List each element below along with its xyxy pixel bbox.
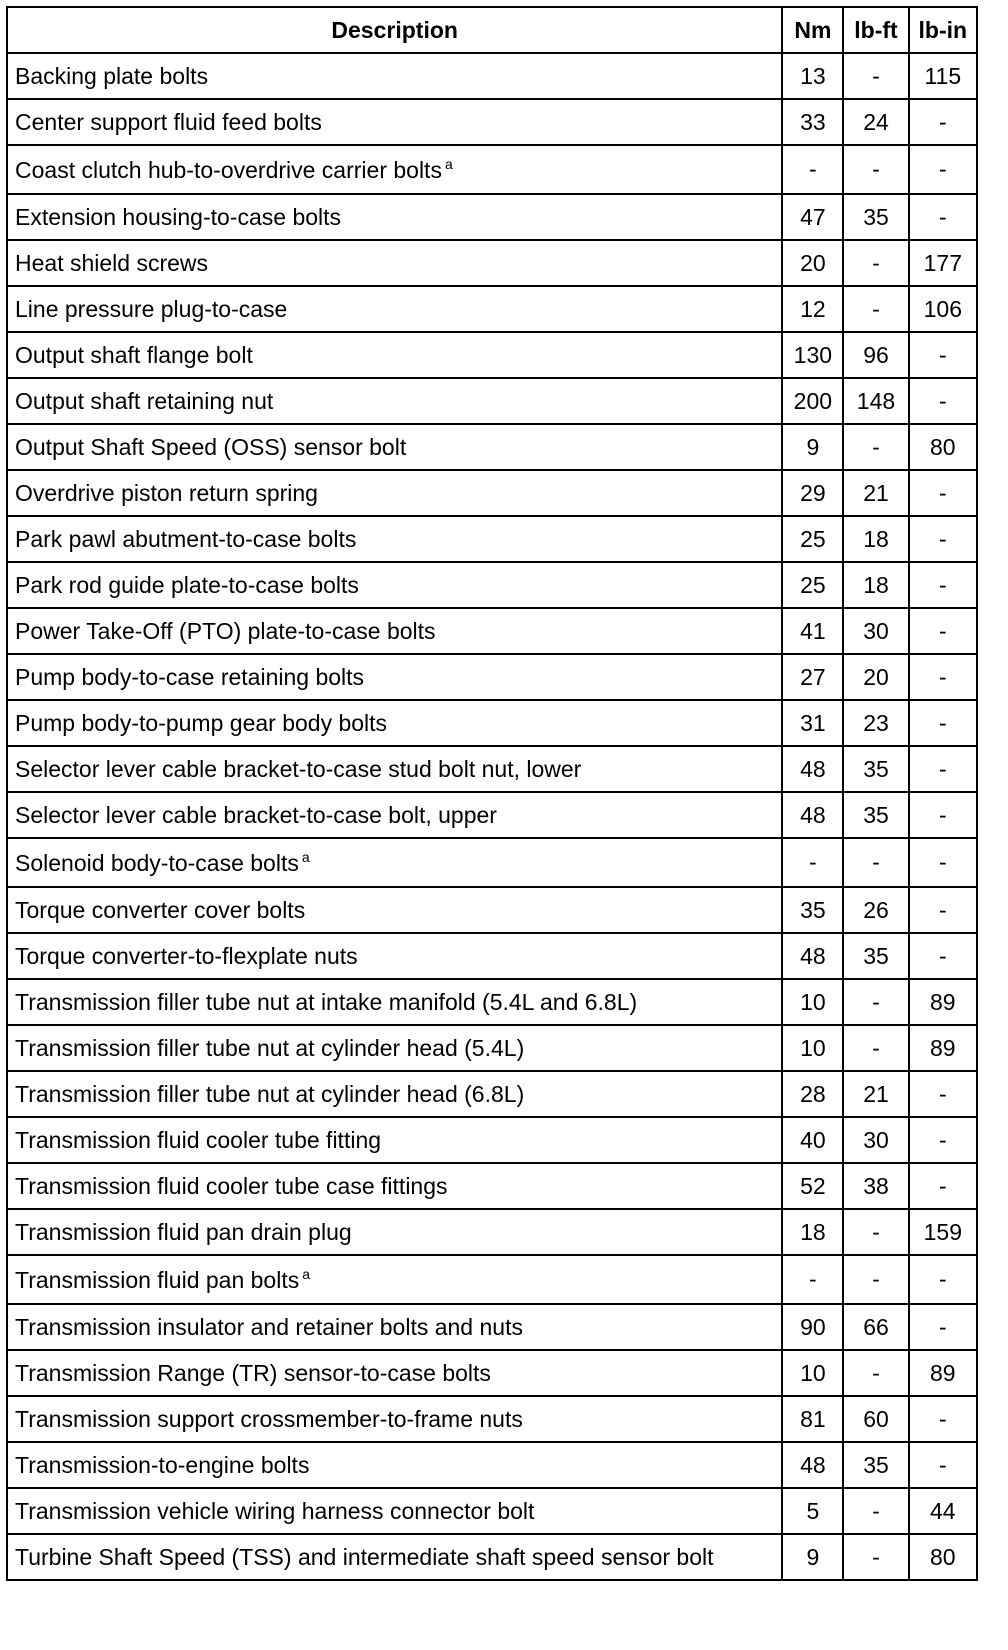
lbin-cell: - bbox=[909, 1117, 977, 1163]
description-cell bbox=[7, 1025, 782, 1071]
nm-cell: 25 bbox=[782, 562, 843, 608]
lbft-cell: 30 bbox=[843, 608, 908, 654]
table-row bbox=[7, 1025, 977, 1071]
description-cell bbox=[7, 1350, 782, 1396]
lbft-cell: - bbox=[843, 838, 908, 887]
description-cell bbox=[7, 424, 782, 470]
nm-cell: 31 bbox=[782, 700, 843, 746]
description-cell bbox=[7, 1163, 782, 1209]
description-cell bbox=[7, 887, 782, 933]
lbin-cell: - bbox=[909, 1071, 977, 1117]
lbin-cell: 159 bbox=[909, 1209, 977, 1255]
table-row bbox=[7, 53, 977, 99]
description-text: Torque converter-to-flexplate nuts bbox=[15, 942, 358, 969]
header-row bbox=[7, 7, 977, 53]
description-cell bbox=[7, 1209, 782, 1255]
table-row bbox=[7, 286, 977, 332]
description-text: Transmission-to-engine bolts bbox=[15, 1451, 310, 1478]
description-text: Heat shield screws bbox=[15, 249, 209, 276]
nm-cell: 90 bbox=[782, 1304, 843, 1350]
lbin-cell: - bbox=[909, 1442, 977, 1488]
nm-cell: 9 bbox=[782, 424, 843, 470]
description-cell bbox=[7, 1488, 782, 1534]
description-cell bbox=[7, 746, 782, 792]
description-cell bbox=[7, 194, 782, 240]
nm-cell: 18 bbox=[782, 1209, 843, 1255]
lbin-cell: - bbox=[909, 1304, 977, 1350]
lbft-cell: 20 bbox=[843, 654, 908, 700]
table-row bbox=[7, 1534, 977, 1580]
table-row bbox=[7, 562, 977, 608]
lbft-cell: 35 bbox=[843, 1442, 908, 1488]
lbft-cell: 35 bbox=[843, 792, 908, 838]
description-text: Output shaft retaining nut bbox=[15, 387, 274, 414]
description-cell bbox=[7, 1071, 782, 1117]
nm-cell: 25 bbox=[782, 516, 843, 562]
lbft-cell: 96 bbox=[843, 332, 908, 378]
lbft-cell: 18 bbox=[843, 516, 908, 562]
lbft-cell: 24 bbox=[843, 99, 908, 145]
description-cell bbox=[7, 99, 782, 145]
description-text: Selector lever cable bracket-to-case bolt, upper bbox=[15, 801, 497, 828]
description-text: Transmission fluid pan drain plug bbox=[15, 1218, 352, 1245]
lbin-cell: - bbox=[909, 1396, 977, 1442]
lbft-cell: 18 bbox=[843, 562, 908, 608]
description-text: Transmission support crossmember-to-frame nuts bbox=[15, 1405, 523, 1432]
lbft-cell: 148 bbox=[843, 378, 908, 424]
lbft-cell: - bbox=[843, 1255, 908, 1304]
lbft-cell: 30 bbox=[843, 1117, 908, 1163]
description-text: Turbine Shaft Speed (TSS) and intermediate shaft speed sensor bolt bbox=[15, 1543, 714, 1570]
nm-cell: - bbox=[782, 145, 843, 194]
nm-cell: 28 bbox=[782, 1071, 843, 1117]
lbft-cell: - bbox=[843, 1350, 908, 1396]
nm-cell: 48 bbox=[782, 1442, 843, 1488]
table-row bbox=[7, 792, 977, 838]
description-text: Center support fluid feed bolts bbox=[15, 108, 322, 135]
table-row bbox=[7, 979, 977, 1025]
lbin-cell: 80 bbox=[909, 424, 977, 470]
description-text: Transmission fluid pan bolts bbox=[15, 1266, 300, 1293]
description-cell bbox=[7, 1304, 782, 1350]
description-cell bbox=[7, 1117, 782, 1163]
lbft-cell: 35 bbox=[843, 746, 908, 792]
lbft-cell: - bbox=[843, 1025, 908, 1071]
description-cell bbox=[7, 562, 782, 608]
lbft-cell: 21 bbox=[843, 470, 908, 516]
description-text: Park pawl abutment-to-case bolts bbox=[15, 525, 357, 552]
description-text: Output shaft flange bolt bbox=[15, 341, 253, 368]
nm-cell: 12 bbox=[782, 286, 843, 332]
lbft-cell: - bbox=[843, 1209, 908, 1255]
table-row bbox=[7, 887, 977, 933]
table-row bbox=[7, 1488, 977, 1534]
lbin-cell: 89 bbox=[909, 979, 977, 1025]
table-row bbox=[7, 516, 977, 562]
lbft-cell: - bbox=[843, 979, 908, 1025]
description-cell bbox=[7, 286, 782, 332]
description-cell bbox=[7, 516, 782, 562]
table-row bbox=[7, 424, 977, 470]
nm-cell: 27 bbox=[782, 654, 843, 700]
description-text: Selector lever cable bracket-to-case stud bolt nut, lower bbox=[15, 755, 582, 782]
table-row bbox=[7, 332, 977, 378]
nm-cell: 9 bbox=[782, 1534, 843, 1580]
table-row bbox=[7, 1163, 977, 1209]
description-cell bbox=[7, 933, 782, 979]
lbin-cell: 80 bbox=[909, 1534, 977, 1580]
nm-cell: - bbox=[782, 838, 843, 887]
table-row bbox=[7, 1071, 977, 1117]
table-row bbox=[7, 470, 977, 516]
lbin-cell: - bbox=[909, 746, 977, 792]
description-cell bbox=[7, 332, 782, 378]
description-text: Output Shaft Speed (OSS) sensor bolt bbox=[15, 433, 407, 460]
description-text: Transmission insulator and retainer bolts and nuts bbox=[15, 1313, 523, 1340]
nm-cell: 47 bbox=[782, 194, 843, 240]
description-text: Torque converter cover bolts bbox=[15, 896, 306, 923]
lbft-cell: 35 bbox=[843, 194, 908, 240]
lbin-cell: - bbox=[909, 99, 977, 145]
lbin-cell: - bbox=[909, 933, 977, 979]
description-text: Power Take-Off (PTO) plate-to-case bolts bbox=[15, 617, 436, 644]
lbin-cell: 44 bbox=[909, 1488, 977, 1534]
nm-cell: 10 bbox=[782, 1350, 843, 1396]
table-body bbox=[7, 53, 977, 1580]
lbin-cell: - bbox=[909, 887, 977, 933]
lbin-cell: - bbox=[909, 700, 977, 746]
description-text: Overdrive piston return spring bbox=[15, 479, 318, 506]
nm-cell: 48 bbox=[782, 792, 843, 838]
nm-cell: - bbox=[782, 1255, 843, 1304]
lbft-cell: - bbox=[843, 424, 908, 470]
table-row bbox=[7, 1117, 977, 1163]
table-row bbox=[7, 654, 977, 700]
table-row bbox=[7, 1304, 977, 1350]
lbin-cell: 106 bbox=[909, 286, 977, 332]
lbft-cell: - bbox=[843, 1488, 908, 1534]
description-cell bbox=[7, 700, 782, 746]
nm-cell: 20 bbox=[782, 240, 843, 286]
nm-cell: 41 bbox=[782, 608, 843, 654]
nm-cell: 200 bbox=[782, 378, 843, 424]
nm-cell: 29 bbox=[782, 470, 843, 516]
table-row bbox=[7, 1396, 977, 1442]
lbin-cell: - bbox=[909, 378, 977, 424]
lbft-cell: 60 bbox=[843, 1396, 908, 1442]
lbin-cell: - bbox=[909, 792, 977, 838]
description-cell bbox=[7, 1442, 782, 1488]
header-lbin: lb-in bbox=[909, 7, 977, 53]
lbin-cell: - bbox=[909, 654, 977, 700]
description-text: Transmission fluid cooler tube fitting bbox=[15, 1126, 382, 1153]
table-row bbox=[7, 746, 977, 792]
table-row bbox=[7, 240, 977, 286]
description-cell bbox=[7, 378, 782, 424]
lbin-cell: 177 bbox=[909, 240, 977, 286]
description-text: Transmission Range (TR) sensor-to-case bolts bbox=[15, 1359, 491, 1386]
description-text: Transmission filler tube nut at cylinder head (6.8L) bbox=[15, 1080, 525, 1107]
description-cell bbox=[7, 792, 782, 838]
description-cell bbox=[7, 654, 782, 700]
lbin-cell: - bbox=[909, 838, 977, 887]
description-text: Solenoid body-to-case bolts bbox=[15, 849, 299, 876]
nm-cell: 5 bbox=[782, 1488, 843, 1534]
torque-spec-table bbox=[6, 6, 978, 1581]
table-row bbox=[7, 194, 977, 240]
nm-cell: 13 bbox=[782, 53, 843, 99]
nm-cell: 35 bbox=[782, 887, 843, 933]
description-text: Transmission filler tube nut at cylinder head (5.4L) bbox=[15, 1034, 525, 1061]
nm-cell: 40 bbox=[782, 1117, 843, 1163]
table-row bbox=[7, 838, 977, 887]
description-text: Pump body-to-pump gear body bolts bbox=[15, 709, 388, 736]
footnote-marker: a bbox=[444, 155, 453, 172]
lbin-cell: - bbox=[909, 516, 977, 562]
description-cell bbox=[7, 53, 782, 99]
lbin-cell: - bbox=[909, 470, 977, 516]
lbin-cell: - bbox=[909, 1255, 977, 1304]
description-text: Extension housing-to-case bolts bbox=[15, 203, 342, 230]
nm-cell: 10 bbox=[782, 979, 843, 1025]
lbft-cell: 26 bbox=[843, 887, 908, 933]
lbft-cell: - bbox=[843, 286, 908, 332]
description-cell bbox=[7, 838, 782, 887]
description-text: Transmission filler tube nut at intake manifold (5.4L and 6.8L) bbox=[15, 988, 638, 1015]
lbft-cell: - bbox=[843, 1534, 908, 1580]
table-row bbox=[7, 608, 977, 654]
lbft-cell: - bbox=[843, 240, 908, 286]
description-text: Backing plate bolts bbox=[15, 62, 209, 89]
description-text: Park rod guide plate-to-case bolts bbox=[15, 571, 359, 598]
description-cell bbox=[7, 608, 782, 654]
nm-cell: 33 bbox=[782, 99, 843, 145]
description-cell bbox=[7, 470, 782, 516]
lbin-cell: - bbox=[909, 145, 977, 194]
nm-cell: 130 bbox=[782, 332, 843, 378]
table-row bbox=[7, 1209, 977, 1255]
table-row bbox=[7, 1350, 977, 1396]
header-lbft: lb-ft bbox=[843, 7, 908, 53]
description-text: Coast clutch hub-to-overdrive carrier bolts bbox=[15, 156, 442, 183]
description-cell bbox=[7, 240, 782, 286]
lbft-cell: - bbox=[843, 53, 908, 99]
lbft-cell: 38 bbox=[843, 1163, 908, 1209]
lbin-cell: 115 bbox=[909, 53, 977, 99]
description-text: Pump body-to-case retaining bolts bbox=[15, 663, 365, 690]
lbin-cell: - bbox=[909, 194, 977, 240]
lbft-cell: 35 bbox=[843, 933, 908, 979]
description-cell bbox=[7, 1255, 782, 1304]
nm-cell: 52 bbox=[782, 1163, 843, 1209]
footnote-marker: a bbox=[302, 1265, 311, 1282]
lbin-cell: - bbox=[909, 332, 977, 378]
nm-cell: 48 bbox=[782, 933, 843, 979]
description-cell bbox=[7, 1396, 782, 1442]
table-row bbox=[7, 99, 977, 145]
lbin-cell: 89 bbox=[909, 1350, 977, 1396]
table-row bbox=[7, 700, 977, 746]
header-nm: Nm bbox=[782, 7, 843, 53]
table-row bbox=[7, 933, 977, 979]
header-description: Description bbox=[7, 7, 782, 53]
lbin-cell: - bbox=[909, 562, 977, 608]
lbft-cell: 23 bbox=[843, 700, 908, 746]
table-row bbox=[7, 1255, 977, 1304]
table-row bbox=[7, 1442, 977, 1488]
description-cell bbox=[7, 979, 782, 1025]
nm-cell: 10 bbox=[782, 1025, 843, 1071]
lbin-cell: - bbox=[909, 608, 977, 654]
table-row bbox=[7, 378, 977, 424]
description-cell bbox=[7, 1534, 782, 1580]
footnote-marker: a bbox=[301, 848, 310, 865]
description-cell bbox=[7, 145, 782, 194]
lbft-cell: 66 bbox=[843, 1304, 908, 1350]
lbin-cell: - bbox=[909, 1163, 977, 1209]
lbft-cell: 21 bbox=[843, 1071, 908, 1117]
table-row bbox=[7, 145, 977, 194]
description-text: Transmission vehicle wiring harness connector bolt bbox=[15, 1497, 535, 1524]
nm-cell: 48 bbox=[782, 746, 843, 792]
lbin-cell: 89 bbox=[909, 1025, 977, 1071]
nm-cell: 81 bbox=[782, 1396, 843, 1442]
description-text: Transmission fluid cooler tube case fittings bbox=[15, 1172, 448, 1199]
description-text: Line pressure plug-to-case bbox=[15, 295, 288, 322]
lbft-cell: - bbox=[843, 145, 908, 194]
